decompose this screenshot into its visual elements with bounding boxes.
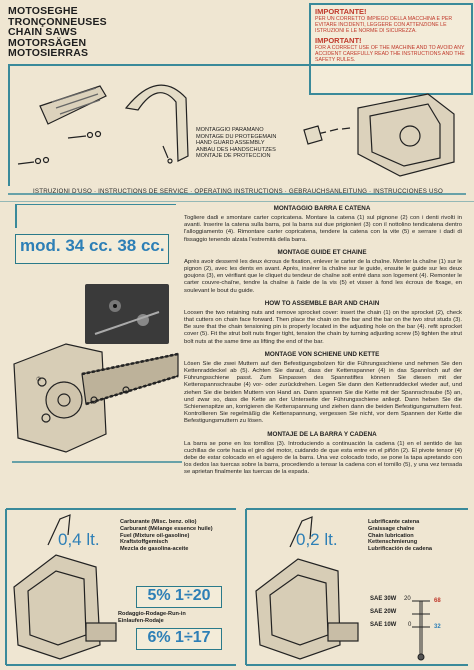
lube-label: Lubrificación de cadena — [368, 546, 433, 553]
instruction-sections — [184, 205, 466, 477]
caption-line: MONTAJE DE PROTECCION — [196, 153, 271, 159]
temp-fahrenheit-high: 68 — [434, 598, 441, 604]
section-body-it: Togliere dadi e smontare carter copricatena. Montare la catena (1) sul pignone (2) con i denti rivolti in avanti. Inserire la catena sulla barra, poi la barra sui due prigionieri (3) con il nottolino tendicatena dentro l'alloggiamento (4). Rimontare carter copricatena, tendere la catena con la vite (5) e serrare i dadi di fissaggio tenendo alzata l'estremità della barra. — [184, 215, 462, 243]
notice-heading-en: IMPORTANT! — [315, 36, 362, 45]
section-title-it: MONTAGGIO BARRA E CATENA — [273, 205, 371, 212]
lube-label: Chain lubrication — [368, 532, 414, 539]
caption-line: ANBAU DES HANDSCHUTZES — [196, 146, 276, 153]
run-in-label: Einlaufen-Rodaje — [118, 617, 164, 624]
fuel-ratio-standard: 5% 1÷20 — [136, 586, 222, 608]
section-body-de: Lösen Sie die zwei Muttern auf den Befestigungsbolzen für die Führungsschiene und nehmen Sie den Kettenraddeckel ab (5). Achten Sie darauf, dass der Kettenspanner (4) in das Spannloch auf der Führungsschiene passt. Zum Einpassen des Spannstiftes können Sie diesen mit der Kettenspannschraube (4) vor- oder zurückdrehen. Legen Sie dann den Kettenraddeckel wieder auf, und ziehen Sie die beiden Muttern von Hand an. Dann spannen Sie die Kette mit der Spannschraube (5) an, und zwar so, dass die Kette an der Unterseite der Führungsschiene anliegt. Dann heben Sie die Schienenspitze an, korrigieren die Kettenspannung und ziehen dann die beiden Befestigungsmuttern fest. Kontrollieren Sie regelmäßig die Kettenspannung, vergessen Sie nicht, vor dem Spannen der Kette die Befestigungsmuttern zu lösen. — [184, 360, 462, 425]
lube-label: Graissage chaîne — [368, 525, 415, 532]
lube-label: Lubrificante catena — [368, 519, 420, 525]
run-in-label: Rodaggio-Rodage-Run-in — [118, 611, 186, 617]
run-in-labels — [118, 611, 234, 625]
fuel-label: Carburante (Misc. benz. olio) — [120, 519, 197, 525]
hand-guard-illustration — [8, 66, 470, 186]
section-body-fr: Après avoir desserré les deux écrous de fixation, enlever le carter de la chaîne. Monter la chaîne (1) sur le pignon (2), avec les dents en avant. Après, insérer la chaîne sur le guide, ensuite le guide sur les deux goujons (3), en vérifiant que le cliquet du tendeur de chaîne soit entré dans son logement (4). Remonter le carter couvre-chaîne, tendre la chaîne à l'aide de la vis (5) et visser à fond les écrous de fixage, en soulevant le bout du guide. — [184, 258, 462, 294]
document-title — [8, 6, 228, 59]
caption-line: MONTAGGIO PARAMANO — [196, 127, 264, 133]
fuel-ratio-run-in: 6% 1÷17 — [136, 628, 222, 650]
section-body-en: Loosen the two retaining nuts and remove sprocket cover: insert the chain (1) on the sprocket (2), check that cutters on chain face forward. Then place the chain on the bar and the bar on the two strut studs (3). Be sure that the chain tensioning pin is properly located in the adjusting hole on the bar (4). refit sprocket cover (5). Fit the strut bolt nuts finger tight, tension the chain by turning adjusting screw (5) tighten the strut bolt nuts at the same time as lifting the end of the bar. — [184, 309, 462, 345]
section-title-en: HOW TO ASSEMBLE BAR AND CHAIN — [264, 299, 380, 307]
caption-line: MONTAGE DU PROTEGEMAIN — [196, 133, 277, 140]
svg-text:②: ② — [36, 377, 42, 383]
fuel-label: Fuel (Mixture oil-gasoline) — [120, 532, 190, 539]
fuel-label: Mezcla de gasolina-aceite — [120, 546, 189, 553]
temp-fahrenheit-low: 32 — [434, 624, 441, 630]
fuel-label: Kraftstoffgemisch — [120, 539, 168, 546]
hand-guard-caption — [196, 127, 316, 160]
tensioner-detail-photo — [85, 284, 169, 344]
notice-text-en: FOR A CORRECT USE OF THE MACHINE AND TO AVOID ANY ACCIDENT CAREFULLY READ THE INSTRUCTIONS AND THE SAFETY RULES. — [315, 45, 465, 63]
notice-text-it: PER UN CORRETTO IMPIEGO DELLA MACCHINA E PER EVITARE INCIDENTI, LEGGERE CON ATTENZIONE LE ISTRUZIONI E LE NORME DI SICUREZZA. — [315, 16, 453, 34]
title-line: CHAIN SAWS — [8, 26, 78, 38]
title-line: MOTOSIERRAS — [8, 47, 89, 59]
sae-grade-20w: SAE 20W — [370, 609, 397, 615]
lube-label: Kettenschmierung — [368, 539, 418, 546]
fuel-volume: 0,4 lt. — [58, 530, 100, 549]
notice-heading-it: IMPORTANTE! — [315, 7, 367, 16]
temp-celsius-low: 0 — [408, 622, 412, 628]
section-body-es: La barra se pone en los tornillos (3). Introduciendo a continuación la cadena (1) en el sentido de las cuchillas de corte hacia el giro del motor, cuidando de que esta entre en el piñón (2). El pivote tensor (4) debe de estar colocado en el agujero de la barra. Una vez colocado todo, se pone la tapa apretando con los dedos las tuercas sobre la barra, procediendo a tensar la cadena con el tornillo (5), y una vez tensada se aprietan finalmente las tuercas de la espada. — [184, 440, 462, 476]
section-title-fr: MONTAGE GUIDE ET CHAINE — [277, 248, 367, 256]
title-line: MOTOSEGHE — [8, 5, 78, 17]
title-line: MOTORSÄGEN — [8, 36, 87, 49]
instructions-banner: ISTRUZIONI D'USO · INSTRUCTIONS DE SERVICE · OPERATING INSTRUCTIONS · GEBRAUCHSANLEITUNG · INSTRUCCIONES USO — [33, 188, 443, 195]
title-line: TRONÇONNEUSES — [8, 15, 107, 28]
sae-grade-10w: SAE 10W — [370, 622, 397, 628]
sae-grade-30w: SAE 30W — [370, 596, 397, 602]
lube-labels — [368, 519, 468, 553]
section-title-es: MONTAJE DE LA BARRA Y CADENA — [267, 430, 377, 438]
model-label: mod. 34 cc. 38 cc. — [20, 236, 165, 255]
fuel-labels — [120, 519, 234, 553]
lube-volume: 0,2 lt. — [296, 530, 338, 549]
section-title-de: MONTAGE VON SCHIENE UND KETTE — [264, 350, 380, 358]
temp-celsius-high: 20 — [404, 596, 411, 602]
caption-line: HAND GUARD ASSEMBLY — [196, 140, 265, 146]
fuel-label: Carburant (Mélange essence huile) — [120, 525, 213, 532]
